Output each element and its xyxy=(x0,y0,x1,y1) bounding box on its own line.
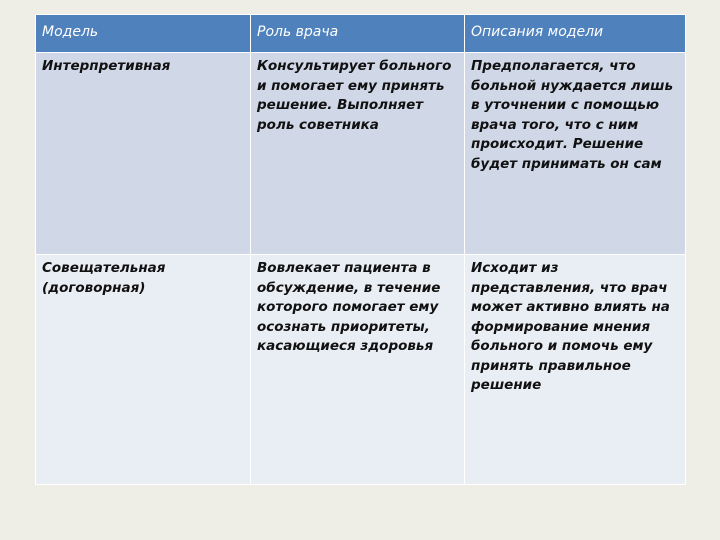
table-header-row xyxy=(36,15,686,53)
table-row xyxy=(36,255,686,485)
cell-model-description: Предполагается, что больной нуждается лишь в уточнении с помощью врача того, что с ним происходит. Решение будет принимать он сам xyxy=(465,53,686,255)
table-row xyxy=(36,53,686,255)
cell-doctor-role: Консультирует больного и помогает ему принять решение. Выполняет роль советника xyxy=(251,53,465,255)
cell-model: Интерпретивная xyxy=(36,53,251,255)
header-model: Модель xyxy=(36,15,251,53)
header-doctor-role: Роль врача xyxy=(251,15,465,53)
cell-model: Совещательная (договорная) xyxy=(36,255,251,485)
header-model-description: Описания модели xyxy=(465,15,686,53)
cell-doctor-role: Вовлекает пациента в обсуждение, в течение которого помогает ему осознать приоритеты, касающиеся здоровья xyxy=(251,255,465,485)
models-table xyxy=(35,14,686,485)
cell-model-description: Исходит из представления, что врач может активно влиять на формирование мнения больного и помочь ему принять правильное решение xyxy=(465,255,686,485)
